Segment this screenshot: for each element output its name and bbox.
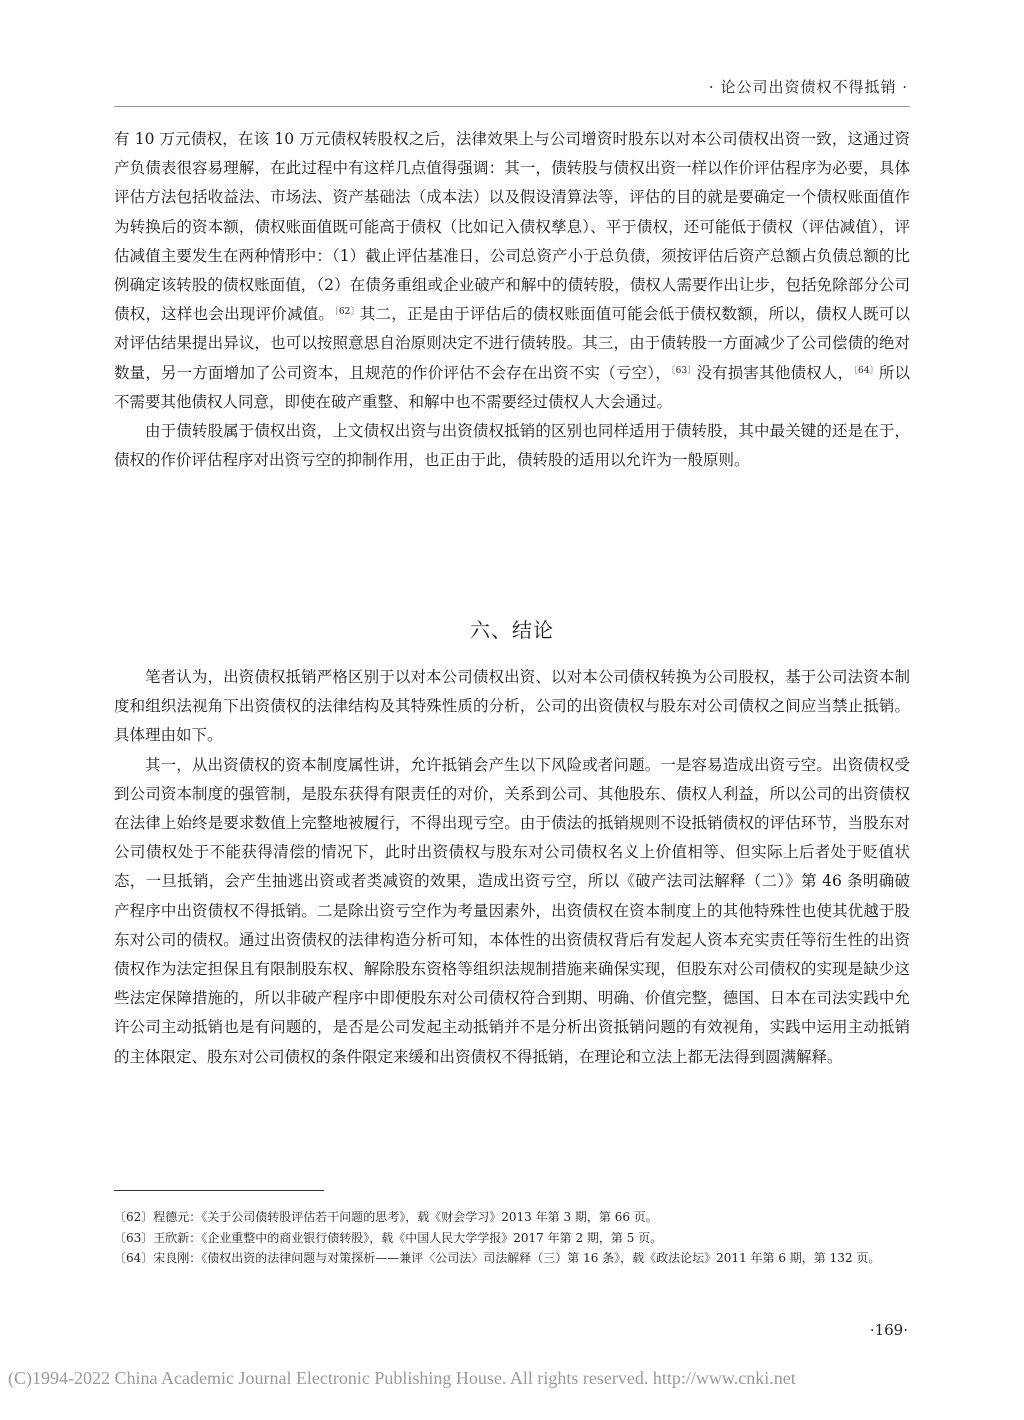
paragraph-text: 没有损害其他债权人， (696, 363, 854, 382)
footnote-ref[interactable]: 〔64〕 (853, 365, 879, 376)
section-heading: 六、结论 (470, 618, 554, 642)
footnote-rule (114, 1190, 324, 1191)
footnote-64: 〔64〕宋良刚：《债权出资的法律问题与对策探析——兼评〈公司法〉司法解释（三）第 16 条》，载《政法论坛》2011 年第 6 期，第 132 页。 (114, 1251, 881, 1265)
footnotes (114, 1207, 910, 1269)
body-paragraph (114, 417, 910, 475)
footnote-62: 〔62〕程德元：《关于公司债转股评估若干问题的思考》，载《财会学习》2013 年第 3 期，第 66 页。 (114, 1210, 658, 1224)
footnote-ref[interactable]: 〔63〕 (670, 365, 697, 376)
body-text-section-one (114, 125, 910, 475)
body-text-section-two (114, 663, 910, 1072)
paragraph-text: 有 10 万元债权，在该 10 万元债权转股权之后，法律效果上与公司增资时股东以对本公司债权出资一致，这通过资产负债表很容易理解，在此过程中有这样几点值得强调：其一，债转股与债权出资一样以作价评估程序为必要，具体评估方法包括收益法、市场法、资产基础法（成本法）以及假设清算法等，评估的目的就是要确定一个债权账面值作为转换后的资本额，债权账面值既可能高于债权（比如记入债权孳息）、平于债权，还可能低于债权（评估减值），评估减值主要发生在两种情形中：（1）截止评估基准日，公司总资产小于总负债，须按评估后资产总额占负债总额的比例确定该转股的债权账面值，（2）在债务重组或企业破产和解中的债转股，债权人需要作出让步，包括免除部分公司债权，这样也会出现评价减值。 (114, 130, 910, 324)
page-number: ·169· (869, 1321, 908, 1339)
header-rule (114, 106, 910, 107)
paragraph-text: 由于债转股属于债权出资，上文债权出资与出资债权抵销的区别也同样适用于债转股，其中最关键的还是在于，债权的作价评估程序对出资亏空的抑制作用，也正由于此，债转股的适用以允许为一般原则。 (114, 422, 910, 470)
body-paragraph (114, 125, 910, 417)
copyright-notice: (C)1994-2022 China Academic Journal Electronic Publishing House. All rights reserved. http://www.cnki.net (8, 1368, 796, 1388)
footnote-ref[interactable]: 〔62〕 (334, 307, 360, 318)
body-paragraph (114, 751, 910, 1072)
running-header: · 论公司出资债权不得抵销 · (708, 78, 908, 96)
paragraph-text: 笔者认为，出资债权抵销严格区别于以对本公司债权出资、以对本公司债权转换为公司股权，基于公司法资本制度和组织法视角下出资债权的法律结构及其特殊性质的分析，公司的出资债权与股东对公司债权之间应当禁止抵销。具体理由如下。 (114, 668, 910, 745)
footnote-63: 〔63〕王欣新：《企业重整中的商业银行债转股》，载《中国人民大学学报》2017 年第 2 期，第 5 页。 (114, 1230, 663, 1245)
body-paragraph (114, 663, 910, 751)
paragraph-text: 其一，从出资债权的资本制度属性讲，允许抵销会产生以下风险或者问题。一是容易造成出资亏空。出资债权受到公司资本制度的强管制，是股东获得有限责任的对价，关系到公司、其他股东、债权人利益，所以公司的出资债权在法律上始终是要求数值上完整地被履行，不得出现亏空。由于债法的抵销规则不设抵销债权的评估环节，当股东对公司债权处于不能获得清偿的情况下，此时出资债权与股东对公司债权名义上价值相等、但实际上后者处于贬值状态，一旦抵销，会产生抽逃出资或者类减资的效果，造成出资亏空，所以《破产法司法解释（二）》第 46 条明确破产程序中出资债权不得抵销。二是除出资亏空作为考量因素外，出资债权在资本制度上的其他特殊性也使其优越于股东对公司的债权。通过出资债权的法律构造分析可知，本体性的出资债权背后有发起人资本充实责任等衍生性的出资债权作为法定担保且有限制股东权、解除股东资格等组织法规制措施来确保实现，但股东对公司债权的实现是缺少这些法定保障措施的，所以非破产程序中即便股东对公司债权符合到期、明确、价值完整，德国、日本在司法实践中允许公司主动抵销也是有问题的，是否是公司发起主动抵销并不是分析出资抵销问题的有效视角，实践中运用主动抵销的主体限定、股东对公司债权的条件限定来缓和出资债权不得抵销，在理论和立法上都无法得到圆满解释。 (114, 755, 910, 1066)
paragraph-text: 其二，正是由于评估后的债权账面值可能会低于债权数额，所以，债权人既可以对评估结果提出异议，也可以按照意思自治原则决定不进行债转股。其三，由于债转股一方面减少了公司偿债的绝对数量，另一方面增加了公司资本，且规范的作价评估不会存在出资不实（亏空）， (114, 305, 910, 382)
paragraph-text: 所以不需要其他债权人同意，即使在破产重整、和解中也不需要经过债权人大会通过。 (114, 363, 910, 411)
